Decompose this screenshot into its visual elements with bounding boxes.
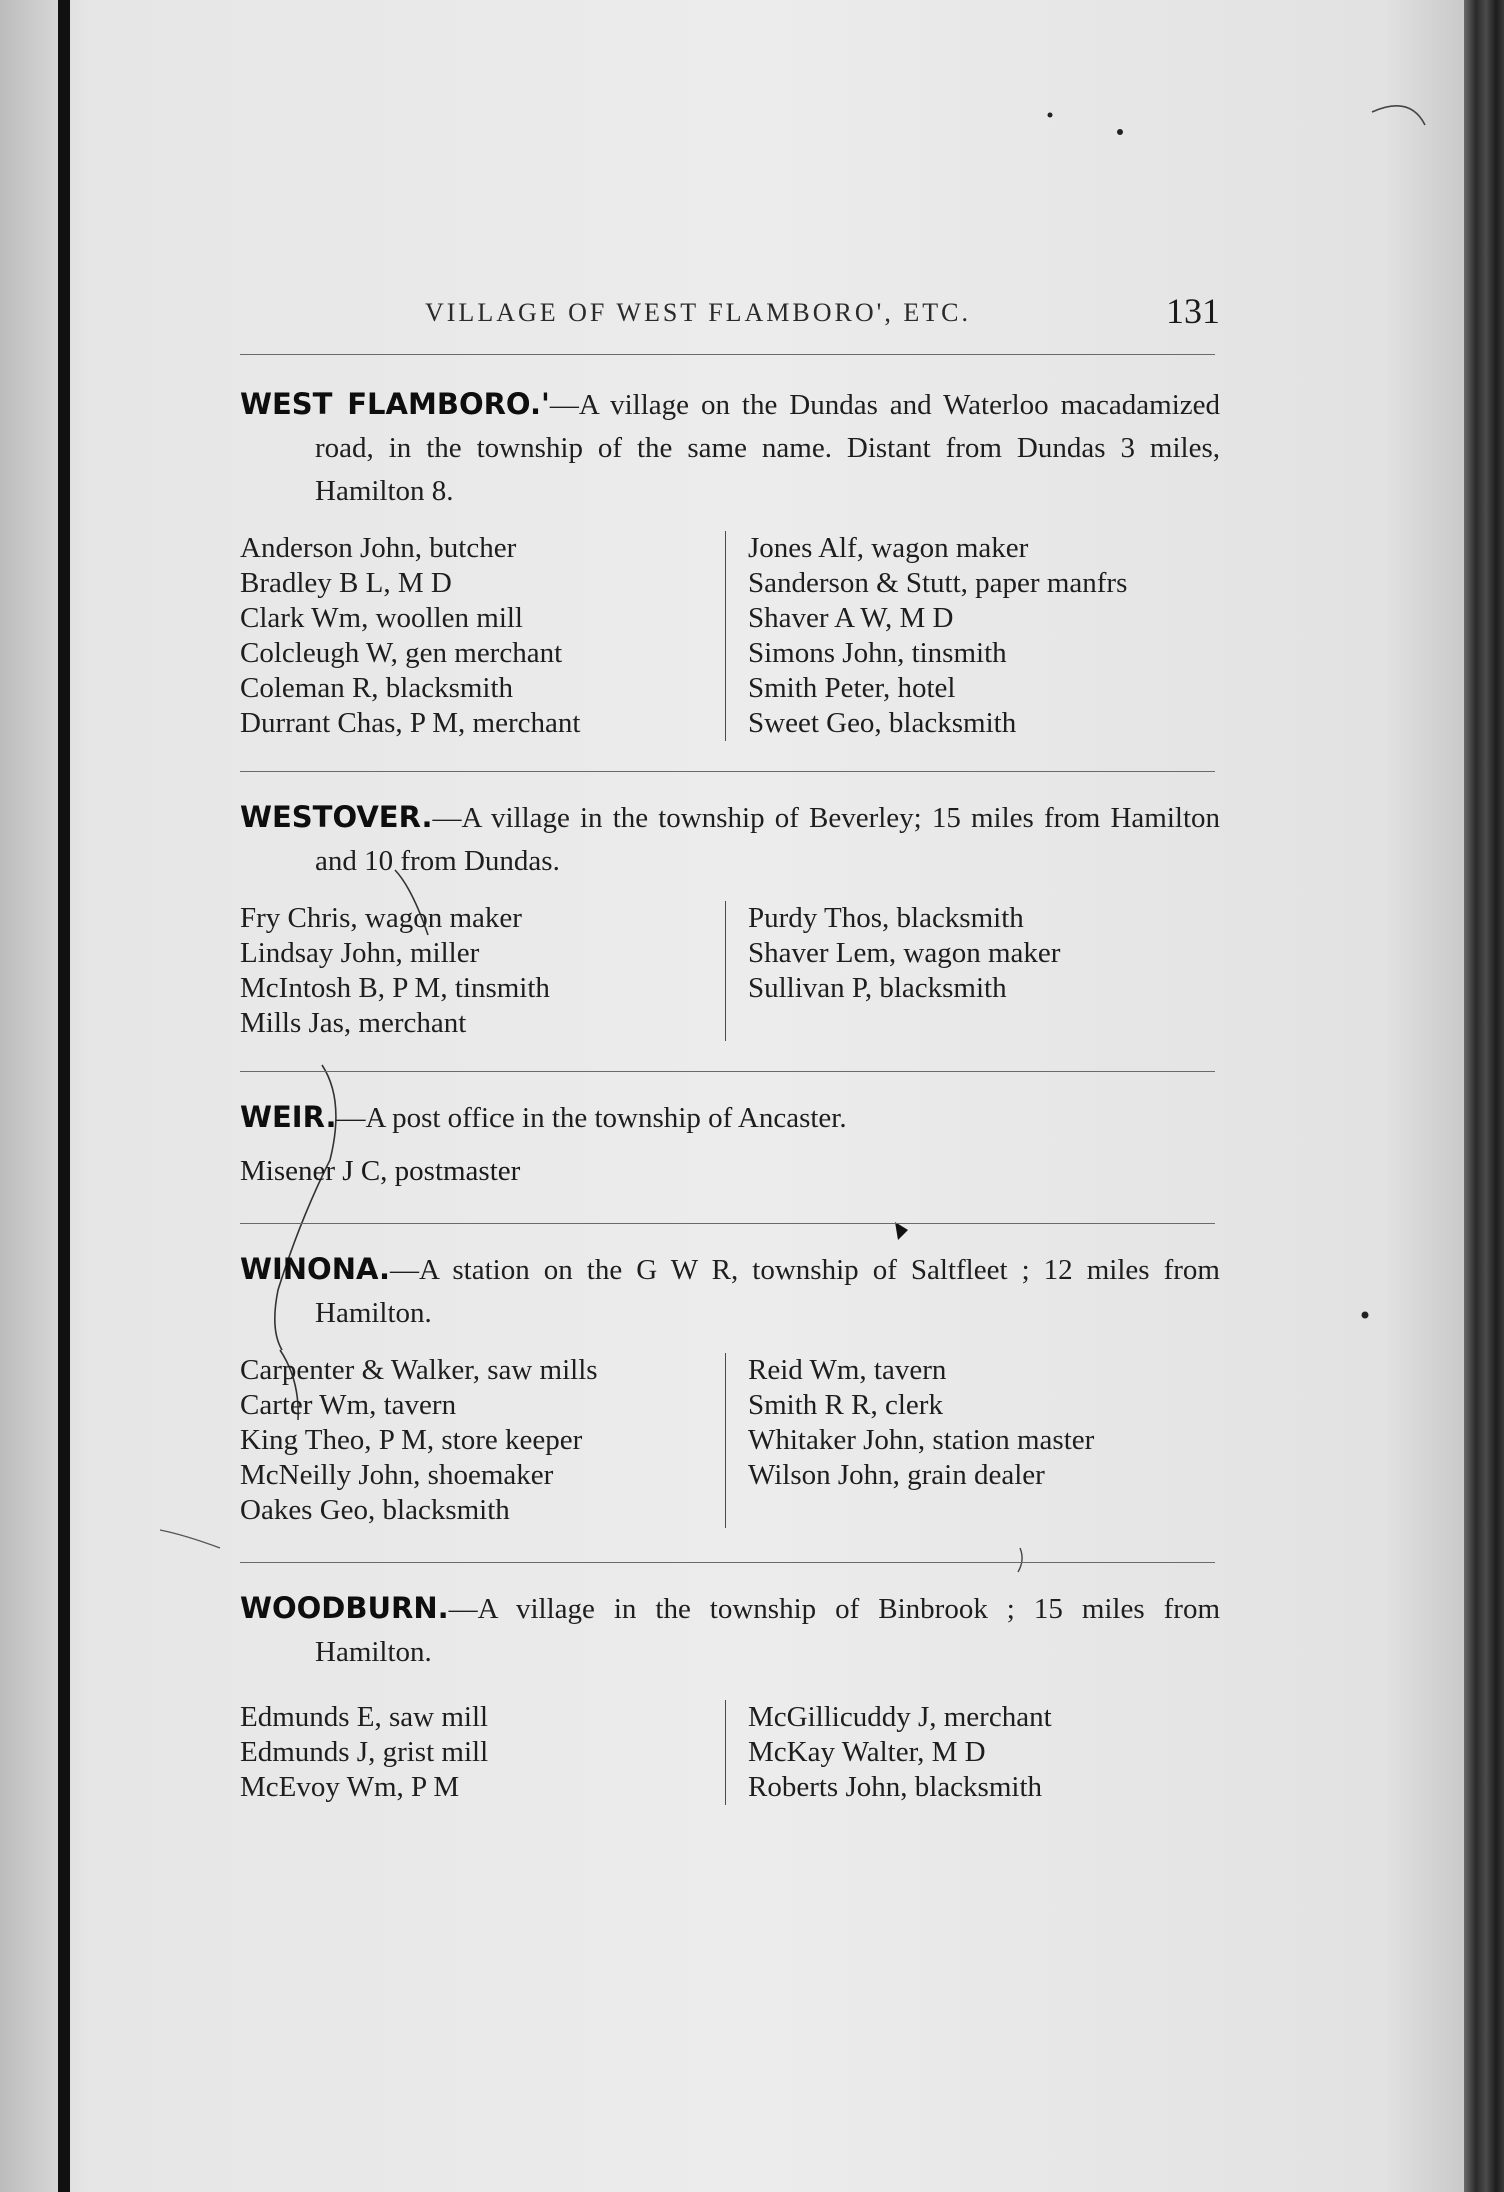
- list-item: McNeilly John, shoemaker: [240, 1459, 554, 1491]
- running-head-title: VILLAGE OF WEST FLAMBORO', ETC.: [425, 298, 971, 327]
- section-divider: [240, 354, 1215, 355]
- business-listing: [240, 1700, 1220, 1805]
- directory-entry-woodburn: [240, 1587, 1220, 1805]
- list-item: McEvoy Wm, P M: [240, 1771, 460, 1803]
- list-item: Clark Wm, woollen mill: [240, 602, 523, 634]
- left-binding-edge: [58, 0, 70, 2192]
- list-item: Roberts John, blacksmith: [748, 1771, 1043, 1803]
- section-divider: [240, 1562, 1215, 1563]
- entry-heading: [240, 383, 1220, 513]
- list-item: Edmunds J, grist mill: [240, 1736, 489, 1768]
- place-description: —A village in the township of Beverley; 15 miles from Hamilton and 10 from Dundas.: [315, 802, 1220, 877]
- directory-entry-weir: [240, 1096, 1220, 1189]
- listing-column-left: [240, 1700, 725, 1805]
- list-item: Bradley B L, M D: [240, 567, 452, 599]
- list-item-spacer: [748, 1493, 1094, 1528]
- list-item: Misener J C, postmaster: [240, 1155, 521, 1187]
- entry-heading: [240, 1587, 1220, 1674]
- list-item: Mills Jas, merchant: [240, 1007, 467, 1039]
- list-item: Smith Peter, hotel: [748, 672, 956, 704]
- page-number: 131: [1166, 291, 1220, 331]
- place-name: WEIR.: [240, 1100, 337, 1134]
- list-item: Carter Wm, tavern: [240, 1389, 457, 1421]
- listing-column-right: [725, 901, 1060, 1041]
- list-item: Sullivan P, blacksmith: [748, 972, 1007, 1004]
- list-item: Shaver A W, M D: [748, 602, 954, 634]
- entry-heading: [240, 1096, 1220, 1140]
- listing-column-left: [240, 531, 725, 741]
- section-divider: [240, 1071, 1215, 1072]
- list-item: Durrant Chas, P M, merchant: [240, 707, 581, 739]
- listing-column-right: [725, 1353, 1094, 1528]
- running-head: [240, 290, 1220, 350]
- place-name: WINONA.: [240, 1252, 390, 1286]
- list-item: Whitaker John, station master: [748, 1424, 1095, 1456]
- place-description: —A village on the Dundas and Waterloo macadamized road, in the township of the same name. Distant from Dundas 3 miles, Hamilton 8.: [315, 389, 1220, 507]
- section-divider: [240, 771, 1215, 772]
- list-item-spacer: [748, 1006, 1060, 1041]
- place-description: —A village in the township of Binbrook ; 15 miles from Hamilton.: [315, 1593, 1220, 1668]
- list-item: Sanderson & Stutt, paper manfrs: [748, 567, 1128, 599]
- list-item: McKay Walter, M D: [748, 1736, 986, 1768]
- directory-entry-winona: [240, 1248, 1220, 1528]
- list-item: Reid Wm, tavern: [748, 1354, 947, 1386]
- list-item: Purdy Thos, blacksmith: [748, 902, 1024, 934]
- business-listing: [240, 531, 1220, 741]
- listing-column-left: [240, 901, 725, 1041]
- list-item: Sweet Geo, blacksmith: [748, 707, 1017, 739]
- right-binding-edge: [1464, 0, 1504, 2192]
- list-item: McGillicuddy J, merchant: [748, 1701, 1052, 1733]
- list-item: King Theo, P M, store keeper: [240, 1424, 583, 1456]
- business-listing: [240, 1353, 1220, 1528]
- entry-heading: [240, 796, 1220, 883]
- page-content: [240, 290, 1220, 1805]
- list-item: Lindsay John, miller: [240, 937, 480, 969]
- list-item: Anderson John, butcher: [240, 532, 517, 564]
- list-item: Wilson John, grain dealer: [748, 1459, 1045, 1491]
- listing-column-right: [725, 1700, 1052, 1805]
- place-description: —A station on the G W R, township of Saltfleet ; 12 miles from Hamilton.: [315, 1254, 1220, 1329]
- list-item: Oakes Geo, blacksmith: [240, 1494, 510, 1526]
- directory-entry-west-flamboro: [240, 383, 1220, 741]
- listing-column-left: [240, 1353, 725, 1528]
- list-item: Edmunds E, saw mill: [240, 1701, 489, 1733]
- list-item: Simons John, tinsmith: [748, 637, 1007, 669]
- listing-column-right: [725, 531, 1127, 741]
- left-margin-shadow: [0, 0, 58, 2192]
- place-name: WEST FLAMBORO.': [240, 387, 550, 421]
- list-item: McIntosh B, P M, tinsmith: [240, 972, 550, 1004]
- list-item: Fry Chris, wagon maker: [240, 902, 522, 934]
- list-item: Coleman R, blacksmith: [240, 672, 514, 704]
- place-name: WOODBURN.: [240, 1591, 449, 1625]
- list-item: Shaver Lem, wagon maker: [748, 937, 1061, 969]
- directory-entry-westover: [240, 796, 1220, 1041]
- list-item: Carpenter & Walker, saw mills: [240, 1354, 598, 1386]
- place-description: —A post office in the township of Ancaster.: [336, 1102, 847, 1134]
- list-item: Jones Alf, wagon maker: [748, 532, 1029, 564]
- list-item: Colcleugh W, gen merchant: [240, 637, 563, 669]
- business-listing: [240, 901, 1220, 1041]
- entry-heading: [240, 1248, 1220, 1335]
- section-divider: [240, 1223, 1215, 1224]
- place-name: WESTOVER.: [240, 800, 433, 834]
- list-item: Smith R R, clerk: [748, 1389, 943, 1421]
